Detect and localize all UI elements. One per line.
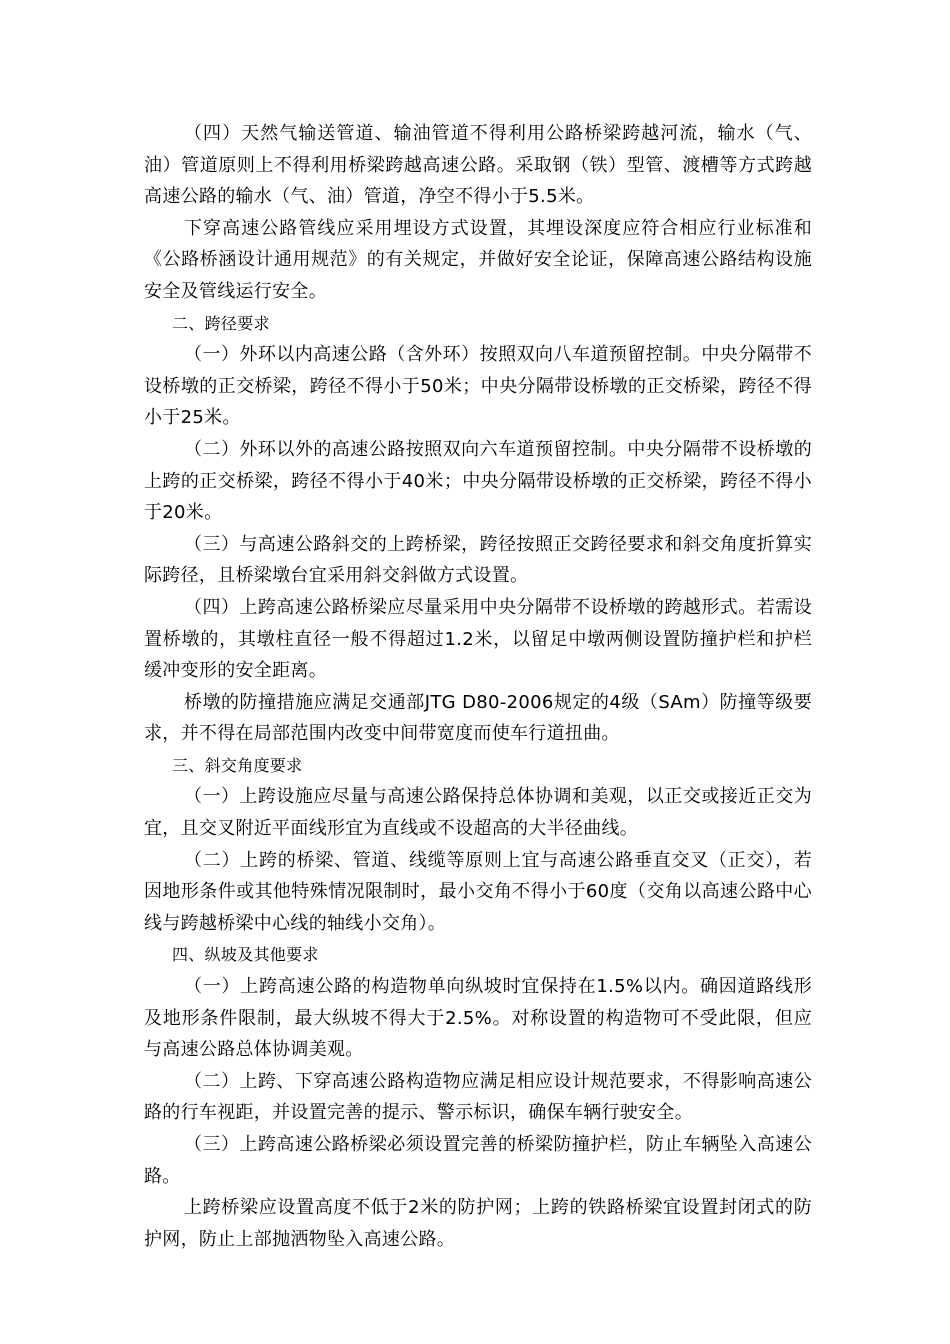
section-heading-span: 二、跨径要求 (172, 313, 270, 333)
paragraph-span-pier: （四）上跨高速公路桥梁应尽量采用中央分隔带不设桥墩的跨越形式。若需设置桥墩的，其墩柱直径一般不得超过1.2米，以留足中墩两侧设置防撞护栏和护栏缓冲变形的安全距离。 (144, 596, 812, 682)
paragraph-pipeline-crossing: （四）天然气输送管道、输油管道不得利用公路桥梁跨越河流，输水（气、油）管道原则上不得利用桥梁跨越高速公路。采取钢（铁）型管、渡槽等方式跨越高速公路的输水（气、油）管道，净空不得小于5.5米。 (144, 123, 812, 208)
paragraph-guardrail: （三）上跨高速公路桥梁必须设置完善的桥梁防撞护栏，防止车辆坠入高速公路。 (144, 1134, 812, 1187)
document-body (144, 118, 812, 1255)
paragraph-span-outer-ring: （二）外环以外的高速公路按照双向六车道预留控制。中央分隔带不设桥墩的上跨的正交桥梁，跨径不得小于40米；中央分隔带设桥墩的正交桥梁，跨径不得小于20米。 (144, 438, 812, 524)
paragraph-span-skew: （三）与高速公路斜交的上跨桥梁，跨径按照正交跨径要求和斜交角度折算实际跨径，且桥梁墩台宜采用斜交斜做方式设置。 (144, 533, 812, 587)
paragraph-grade-limit: （一）上跨高速公路的构造物单向纵坡时宜保持在1.5%以内。确因道路线形及地形条件限制，最大纵坡不得大于2.5%。对称设置的构造物可不受此限，但应与高速公路总体协调美观。 (144, 976, 812, 1061)
paragraph-skew-minimum: （二）上跨的桥梁、管道、线缆等原则上宜与高速公路垂直交叉（正交），若因地形条件或其他特殊情况限制时，最小交角不得小于60度（交角以高速公路中心线与跨越桥梁中心线的轴线小交角）。 (144, 849, 812, 934)
paragraph-sight-distance: （二）上跨、下穿高速公路构造物应满足相应设计规范要求，不得影响高速公路的行车视距，并设置完善的提示、警示标识，确保车辆行驶安全。 (144, 1070, 812, 1124)
paragraph-underpass-pipeline: 下穿高速公路管线应采用埋设方式设置，其埋设深度应符合相应行业标准和《公路桥涵设计通用规范》的有关规定，并做好安全论证，保障高速公路结构设施安全及管线运行安全。 (144, 217, 812, 302)
section-heading-skew-angle: 三、斜交角度要求 (172, 755, 303, 775)
paragraph-pier-protection: 桥墩的防撞措施应满足交通部JTG D80-2006规定的4级（SAm）防撞等级要求，并不得在局部范围内改变中间带宽度而使车行道扭曲。 (144, 691, 812, 745)
paragraph-skew-harmony: （一）上跨设施应尽量与高速公路保持总体协调和美观，以正交或接近正交为宜，且交叉附近平面线形宜为直线或不设超高的大半径曲线。 (144, 786, 812, 840)
paragraph-span-inner-ring: （一）外环以内高速公路（含外环）按照双向八车道预留控制。中央分隔带不设桥墩的正交桥梁，跨径不得小于50米；中央分隔带设桥墩的正交桥梁，跨径不得小于25米。 (144, 344, 812, 429)
paragraph-protective-net: 上跨桥梁应设置高度不低于2米的防护网；上跨的铁路桥梁宜设置封闭式的防护网，防止上部抛洒物坠入高速公路。 (144, 1197, 812, 1250)
section-heading-grade: 四、纵坡及其他要求 (172, 945, 319, 965)
